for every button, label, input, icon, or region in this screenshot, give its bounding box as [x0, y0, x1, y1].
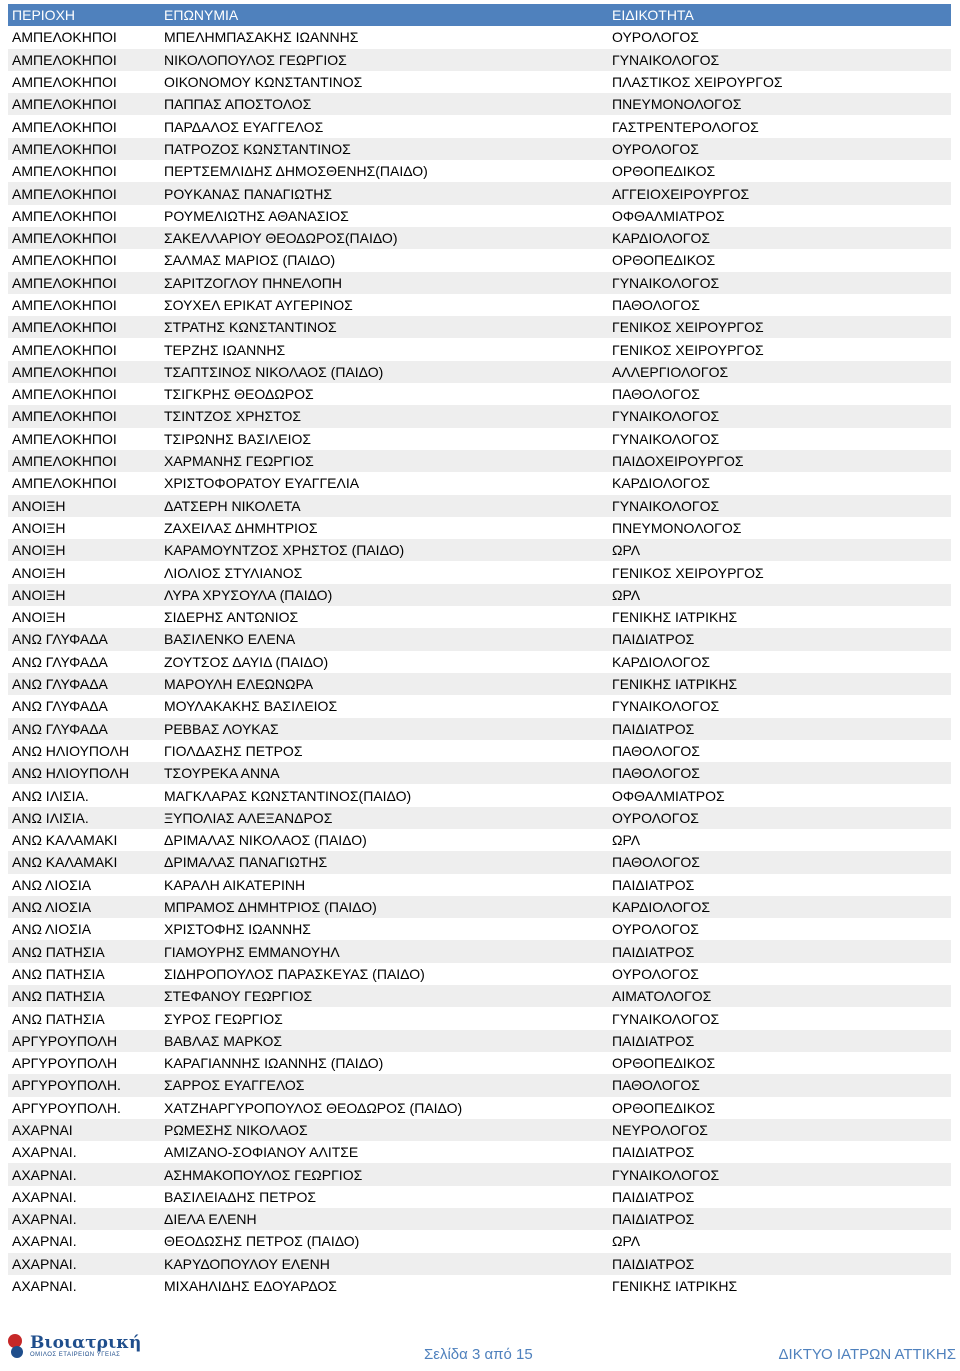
cell-area: ΑΜΠΕΛΟΚΗΠΟΙ: [12, 386, 117, 403]
table-row: [8, 874, 951, 896]
company-logo: [6, 1330, 141, 1362]
cell-specialty: ΠΑΙΔΙΑΤΡΟΣ: [612, 1211, 695, 1228]
cell-name: ΒΑΣΙΛΕΙΑΔΗΣ ΠΕΤΡΟΣ: [164, 1188, 317, 1205]
table-row: [8, 472, 951, 494]
cell-area: ΑΝΟΙΞΗ: [12, 542, 66, 559]
table-row: [8, 428, 951, 450]
cell-area: ΑΧΑΡΝΑΙ.: [12, 1166, 77, 1183]
cell-specialty: ΠΑΘΟΛΟΓΟΣ: [612, 297, 700, 313]
cell-name: ΤΣΙΡΩΝΗΣ ΒΑΣΙΛΕΙΟΣ: [164, 430, 312, 447]
cell-specialty: ΠΑΘΟΛΟΓΟΣ: [612, 386, 700, 403]
cell-area: ΑΜΠΕΛΟΚΗΠΟΙ: [12, 140, 117, 157]
table-row: [8, 718, 951, 740]
cell-specialty: ΠΑΙΔΙΑΤΡΟΣ: [612, 1032, 695, 1049]
table-row: [8, 49, 951, 71]
cell-area: ΑΝΩ ΛΙΟΣΙΑ: [12, 876, 92, 893]
cell-specialty: ΓΕΝΙΚΟΣ ΧΕΙΡΟΥΡΓΟΣ: [612, 564, 764, 581]
cell-name: ΤΣΙΓΚΡΗΣ ΘΕΟΔΩΡΟΣ: [164, 386, 314, 403]
cell-specialty: ΚΑΡΔΙΟΛΟΓΟΣ: [612, 899, 711, 916]
cell-specialty: ΚΑΡΔΙΟΛΟΓΟΣ: [612, 475, 711, 492]
cell-specialty: ΟΦΘΑΛΜΙΑΤΡΟΣ: [612, 787, 725, 804]
cell-specialty: ΑΙΜΑΤΟΛΟΓΟΣ: [612, 988, 712, 1005]
cell-specialty: ΓΕΝΙΚΟΣ ΧΕΙΡΟΥΡΓΟΣ: [612, 341, 764, 358]
table-header: [8, 4, 951, 26]
cell-specialty: ΠΑΙΔΟΧΕΙΡΟΥΡΓΟΣ: [612, 453, 744, 470]
cell-area: ΑΧΑΡΝΑΙ.: [12, 1211, 77, 1228]
cell-specialty: ΚΑΡΔΙΟΛΟΓΟΣ: [612, 653, 711, 670]
cell-name: ΛΙΟΛΙΟΣ ΣΤΥΛΙΑΝΟΣ: [164, 564, 303, 581]
cell-specialty: ΓΥΝΑΙΚΟΛΟΓΟΣ: [612, 430, 720, 447]
table-row: [8, 940, 951, 962]
cell-area: ΑΝΩ ΙΛΙΣΙΑ.: [12, 787, 89, 804]
cell-area: ΑΜΠΕΛΟΚΗΠΟΙ: [12, 430, 117, 447]
cell-specialty: ΟΡΘΟΠΕΔΙΚΟΣ: [612, 252, 716, 269]
table-row: [8, 673, 951, 695]
table-row: [8, 495, 951, 517]
cell-area: ΑΝΩ ΓΛΥΦΑΔΑ: [12, 720, 108, 737]
cell-area: ΑΧΑΡΝΑΙ.: [12, 1144, 77, 1161]
cell-name: ΔΙΕΛΑ ΕΛΕΝΗ: [164, 1211, 257, 1228]
cell-area: ΑΜΠΕΛΟΚΗΠΟΙ: [12, 252, 117, 269]
table-row: [8, 26, 951, 48]
cell-area: ΑΝΩ ΓΛΥΦΑΔΑ: [12, 631, 108, 648]
cell-name: ΔΡΙΜΑΛΑΣ ΝΙΚΟΛΑΟΣ (ΠΑΙΔΟ): [164, 832, 367, 849]
table-row: [8, 450, 951, 472]
cell-name: ΜΑΓΚΛΑΡΑΣ ΚΩΝΣΤΑΝΤΙΝΟΣ(ΠΑΙΔΟ): [164, 787, 412, 804]
cell-name: ΜΠΕΛΗΜΠΑΣΑΚΗΣ ΙΩΑΝΝΗΣ: [164, 29, 359, 46]
table-row: [8, 205, 951, 227]
cell-specialty: ΠΝΕΥΜΟΝΟΛΟΓΟΣ: [612, 96, 742, 113]
cell-name: ΠΑΡΔΑΛΟΣ ΕΥΑΓΓΕΛΟΣ: [164, 118, 324, 135]
table-row: [8, 1208, 951, 1230]
cell-specialty: ΓΕΝΙΚΗΣ ΙΑΤΡΙΚΗΣ: [612, 609, 738, 626]
cell-name: ΜΠΡΑΜΟΣ ΔΗΜΗΤΡΙΟΣ (ΠΑΙΔΟ): [164, 899, 377, 916]
cell-area: ΑΜΠΕΛΟΚΗΠΟΙ: [12, 118, 117, 135]
table-row: [8, 227, 951, 249]
table-row: [8, 115, 951, 137]
cell-name: ΡΕΒΒΑΣ ΛΟΥΚΑΣ: [164, 720, 279, 737]
cell-name: ΚΑΡΑΛΗ ΑΙΚΑΤΕΡΙΝΗ: [164, 876, 306, 893]
cell-specialty: ΓΥΝΑΙΚΟΛΟΓΟΣ: [612, 1166, 720, 1183]
cell-name: ΣΟΥΧΕΛ ΕΡΙΚΑΤ ΑΥΓΕΡΙΝΟΣ: [164, 297, 353, 313]
cell-area: ΑΝΩ ΛΙΟΣΙΑ: [12, 899, 92, 916]
table-row: [8, 1186, 951, 1208]
table-row: [8, 138, 951, 160]
cell-name: ΓΙΑΜΟΥΡΗΣ ΕΜΜΑΝΟΥΗΛ: [164, 943, 340, 960]
cell-name: ΟΙΚΟΝΟΜΟΥ ΚΩΝΣΤΑΝΤΙΝΟΣ: [164, 74, 363, 91]
cell-name: ΧΡΙΣΤΟΦΟΡΑΤΟΥ ΕΥΑΓΓΕΛΙΑ: [164, 475, 360, 492]
logo-mark-icon: [6, 1330, 26, 1362]
cell-area: ΑΜΠΕΛΟΚΗΠΟΙ: [12, 319, 117, 336]
cell-specialty: ΠΑΘΟΛΟΓΟΣ: [612, 765, 700, 782]
table-row: [8, 249, 951, 271]
table-row: [8, 584, 951, 606]
cell-name: ΝΙΚΟΛΟΠΟΥΛΟΣ ΓΕΩΡΓΙΟΣ: [164, 51, 347, 68]
cell-area: ΑΝΟΙΞΗ: [12, 586, 66, 603]
cell-name: ΠΕΡΤΣΕΜΛΙΔΗΣ ΔΗΜΟΣΘΕΝΗΣ(ΠΑΙΔΟ): [164, 163, 428, 180]
cell-specialty: ΑΓΓΕΙΟΧΕΙΡΟΥΡΓΟΣ: [612, 185, 750, 202]
cell-area: ΑΡΓΥΡΟΥΠΟΛΗ.: [12, 1099, 121, 1116]
cell-area: ΑΝΩ ΠΑΤΗΣΙΑ: [12, 988, 105, 1005]
cell-area: ΑΝΟΙΞΗ: [12, 564, 66, 581]
cell-specialty: ΟΡΘΟΠΕΔΙΚΟΣ: [612, 1055, 716, 1072]
table-row: [8, 316, 951, 338]
cell-name: ΧΑΤΖΗΑΡΓΥΡΟΠΟΥΛΟΣ ΘΕΟΔΩΡΟΣ (ΠΑΙΔΟ): [164, 1099, 463, 1116]
cell-specialty: ΠΑΙΔΙΑΤΡΟΣ: [612, 876, 695, 893]
table-row: [8, 896, 951, 918]
cell-area: ΑΜΠΕΛΟΚΗΠΟΙ: [12, 185, 117, 202]
cell-name: ΑΣΗΜΑΚΟΠΟΥΛΟΣ ΓΕΩΡΓΙΟΣ: [164, 1166, 363, 1183]
cell-specialty: ΟΦΘΑΛΜΙΑΤΡΟΣ: [612, 207, 725, 224]
cell-area: ΑΧΑΡΝΑΙ.: [12, 1188, 77, 1205]
cell-specialty: ΓΥΝΑΙΚΟΛΟΓΟΣ: [612, 497, 720, 514]
table-row: [8, 1230, 951, 1252]
cell-area: ΑΝΩ ΠΑΤΗΣΙΑ: [12, 1010, 105, 1027]
cell-name: ΤΣΑΠΤΣΙΝΟΣ ΝΙΚΟΛΑΟΣ (ΠΑΙΔΟ): [164, 363, 384, 380]
cell-name: ΚΑΡΥΔΟΠΟΥΛΟΥ ΕΛΕΝΗ: [164, 1255, 330, 1272]
cell-name: ΓΙΟΛΔΑΣΗΣ ΠΕΤΡΟΣ: [164, 742, 303, 759]
cell-specialty: ΓΕΝΙΚΗΣ ΙΑΤΡΙΚΗΣ: [612, 1278, 738, 1295]
page-footer: [0, 1322, 960, 1371]
cell-specialty: ΠΑΘΟΛΟΓΟΣ: [612, 1077, 700, 1094]
cell-specialty: ΟΥΡΟΛΟΓΟΣ: [612, 29, 699, 46]
cell-area: ΑΜΠΕΛΟΚΗΠΟΙ: [12, 96, 117, 113]
cell-area: ΑΝΩ ΓΛΥΦΑΔΑ: [12, 676, 108, 693]
cell-area: ΑΝΩ ΠΑΤΗΣΙΑ: [12, 943, 105, 960]
table-row: [8, 695, 951, 717]
table-row: [8, 807, 951, 829]
table-row: [8, 1163, 951, 1185]
table-row: [8, 606, 951, 628]
cell-name: ΣΑΚΕΛΛΑΡΙΟΥ ΘΕΟΔΩΡΟΣ(ΠΑΙΔΟ): [164, 230, 398, 247]
table-row: [8, 93, 951, 115]
cell-area: ΑΜΠΕΛΟΚΗΠΟΙ: [12, 207, 117, 224]
cell-area: ΑΜΠΕΛΟΚΗΠΟΙ: [12, 363, 117, 380]
cell-area: ΑΝΩ ΗΛΙΟΥΠΟΛΗ: [12, 765, 130, 782]
cell-name: ΣΙΔΗΡΟΠΟΥΛΟΣ ΠΑΡΑΣΚΕΥΑΣ (ΠΑΙΔΟ): [164, 965, 425, 982]
table-body: [8, 26, 951, 1297]
cell-area: ΑΜΠΕΛΟΚΗΠΟΙ: [12, 274, 117, 291]
table-row: [8, 851, 951, 873]
cell-name: ΞΥΠΟΛΙΑΣ ΑΛΕΞΑΝΔΡΟΣ: [164, 809, 333, 826]
cell-specialty: ΠΑΙΔΙΑΤΡΟΣ: [612, 1255, 695, 1272]
cell-name: ΔΡΙΜΑΛΑΣ ΠΑΝΑΓΙΩΤΗΣ: [164, 854, 328, 871]
cell-specialty: ΩΡΛ: [612, 832, 641, 849]
cell-specialty: ΟΥΡΟΛΟΓΟΣ: [612, 809, 699, 826]
cell-specialty: ΠΑΙΔΙΑΤΡΟΣ: [612, 1188, 695, 1205]
table-row: [8, 517, 951, 539]
cell-name: ΣΥΡΟΣ ΓΕΩΡΓΙΟΣ: [164, 1010, 283, 1027]
cell-name: ΡΩΜΕΣΗΣ ΝΙΚΟΛΑΟΣ: [164, 1121, 308, 1138]
cell-area: ΑΜΠΕΛΟΚΗΠΟΙ: [12, 230, 117, 247]
cell-name: ΡΟΥΚΑΝΑΣ ΠΑΝΑΓΙΩΤΗΣ: [164, 185, 333, 202]
table-row: [8, 383, 951, 405]
cell-area: ΑΜΠΕΛΟΚΗΠΟΙ: [12, 51, 117, 68]
cell-specialty: ΠΛΑΣΤΙΚΟΣ ΧΕΙΡΟΥΡΓΟΣ: [612, 74, 783, 91]
table-row: [8, 272, 951, 294]
cell-name: ΣΙΔΕΡΗΣ ΑΝΤΩΝΙΟΣ: [164, 609, 299, 626]
table-row: [8, 1119, 951, 1141]
header-specialty: ΕΙΔΙΚΟΤΗΤΑ: [612, 7, 694, 24]
cell-area: ΑΝΩ ΚΑΛΑΜΑΚΙ: [12, 832, 118, 849]
table-row: [8, 829, 951, 851]
cell-area: ΑΧΑΡΝΑΙ.: [12, 1278, 77, 1295]
cell-name: ΚΑΡΑΜΟΥΝΤΖΟΣ ΧΡΗΣΤΟΣ (ΠΑΙΔΟ): [164, 542, 405, 559]
cell-specialty: ΓΥΝΑΙΚΟΛΟΓΟΣ: [612, 698, 720, 715]
cell-specialty: ΩΡΛ: [612, 586, 641, 603]
cell-name: ΜΙΧΑΗΛΙΔΗΣ ΕΔΟΥΑΡΔΟΣ: [164, 1278, 337, 1295]
cell-name: ΒΑΣΙΛΕΝΚΟ ΕΛΕΝΑ: [164, 631, 296, 648]
table-row: [8, 405, 951, 427]
cell-specialty: ΠΑΙΔΙΑΤΡΟΣ: [612, 1144, 695, 1161]
cell-area: ΑΝΩ ΠΑΤΗΣΙΑ: [12, 965, 105, 982]
cell-name: ΠΑΠΠΑΣ ΑΠΟΣΤΟΛΟΣ: [164, 96, 312, 113]
table-row: [8, 561, 951, 583]
cell-name: ΣΤΕΦΑΝΟΥ ΓΕΩΡΓΙΟΣ: [164, 988, 313, 1005]
cell-name: ΣΤΡΑΤΗΣ ΚΩΝΣΤΑΝΤΙΝΟΣ: [164, 319, 337, 336]
cell-area: ΑΝΩ ΗΛΙΟΥΠΟΛΗ: [12, 742, 130, 759]
table-row: [8, 338, 951, 360]
table-row: [8, 651, 951, 673]
cell-specialty: ΓΥΝΑΙΚΟΛΟΓΟΣ: [612, 51, 720, 68]
logo-tagline: ΟΜΙΛΟΣ ΕΤΑΙΡΕΙΩΝ ΥΓΕΙΑΣ: [30, 1352, 121, 1358]
cell-area: ΑΡΓΥΡΟΥΠΟΛΗ: [12, 1055, 118, 1072]
cell-area: ΑΝΩ ΚΑΛΑΜΑΚΙ: [12, 854, 118, 871]
table-row: [8, 160, 951, 182]
cell-name: ΣΑΛΜΑΣ ΜΑΡΙΟΣ (ΠΑΙΔΟ): [164, 252, 336, 269]
cell-area: ΑΜΠΕΛΟΚΗΠΟΙ: [12, 163, 117, 180]
cell-area: ΑΜΠΕΛΟΚΗΠΟΙ: [12, 297, 117, 313]
network-title: ΔΙΚΤΥΟ ΙΑΤΡΩΝ ΑΤΤΙΚΗΣ: [778, 1346, 956, 1363]
cell-specialty: ΚΑΡΔΙΟΛΟΓΟΣ: [612, 230, 711, 247]
cell-name: ΘΕΟΔΩΣΗΣ ΠΕΤΡΟΣ (ΠΑΙΔΟ): [164, 1233, 360, 1250]
cell-specialty: ΠΝΕΥΜΟΝΟΛΟΓΟΣ: [612, 519, 742, 536]
cell-area: ΑΜΠΕΛΟΚΗΠΟΙ: [12, 29, 117, 46]
cell-area: ΑΝΩ ΓΛΥΦΑΔΑ: [12, 698, 108, 715]
cell-name: ΣΑΡΙΤΖΟΓΛΟΥ ΠΗΝΕΛΟΠΗ: [164, 274, 342, 291]
cell-area: ΑΝΩ ΙΛΙΣΙΑ.: [12, 809, 89, 826]
table-row: [8, 1030, 951, 1052]
cell-specialty: ΟΥΡΟΛΟΓΟΣ: [612, 965, 699, 982]
cell-name: ΜΟΥΛΑΚΑΚΗΣ ΒΑΣΙΛΕΙΟΣ: [164, 698, 338, 715]
cell-specialty: ΟΥΡΟΛΟΓΟΣ: [612, 140, 699, 157]
cell-name: ΧΡΙΣΤΟΦΗΣ ΙΩΑΝΝΗΣ: [164, 921, 311, 938]
cell-name: ΤΕΡΖΗΣ ΙΩΑΝΝΗΣ: [164, 341, 286, 358]
cell-area: ΑΝΩ ΛΙΟΣΙΑ: [12, 921, 92, 938]
cell-area: ΑΜΠΕΛΟΚΗΠΟΙ: [12, 408, 117, 425]
cell-name: ΣΑΡΡΟΣ ΕΥΑΓΓΕΛΟΣ: [164, 1077, 305, 1094]
cell-specialty: ΑΛΛΕΡΓΙΟΛΟΓΟΣ: [612, 363, 729, 380]
cell-specialty: ΠΑΘΟΛΟΓΟΣ: [612, 742, 700, 759]
table-row: [8, 762, 951, 784]
cell-name: ΑΜΙΖΑΝΟ-ΣΟΦΙΑΝΟΥ ΑΛΙΤΣΕ: [164, 1144, 359, 1161]
cell-specialty: ΩΡΛ: [612, 1233, 641, 1250]
cell-specialty: ΓΥΝΑΙΚΟΛΟΓΟΣ: [612, 274, 720, 291]
header-area: ΠΕΡΙΟΧΗ: [12, 7, 76, 24]
cell-area: ΑΝΟΙΞΗ: [12, 519, 66, 536]
cell-name: ΒΑΒΛΑΣ ΜΑΡΚΟΣ: [164, 1032, 283, 1049]
table-row: [8, 918, 951, 940]
table-row: [8, 985, 951, 1007]
cell-name: ΧΑΡΜΑΝΗΣ ΓΕΩΡΓΙΟΣ: [164, 453, 314, 470]
cell-specialty: ΟΥΡΟΛΟΓΟΣ: [612, 921, 699, 938]
cell-area: ΑΜΠΕΛΟΚΗΠΟΙ: [12, 74, 117, 91]
cell-specialty: ΓΥΝΑΙΚΟΛΟΓΟΣ: [612, 1010, 720, 1027]
table-row: [8, 539, 951, 561]
cell-specialty: ΝΕΥΡΟΛΟΓΟΣ: [612, 1121, 708, 1138]
cell-area: ΑΜΠΕΛΟΚΗΠΟΙ: [12, 341, 117, 358]
page-number: Σελίδα 3 από 15: [424, 1346, 533, 1363]
cell-specialty: ΟΡΘΟΠΕΔΙΚΟΣ: [612, 1099, 716, 1116]
cell-name: ΤΣΙΝΤΖΟΣ ΧΡΗΣΤΟΣ: [164, 408, 302, 425]
doctors-table: [8, 4, 951, 1297]
cell-specialty: ΠΑΙΔΙΑΤΡΟΣ: [612, 720, 695, 737]
cell-area: ΑΧΑΡΝΑΙ.: [12, 1233, 77, 1250]
cell-name: ΚΑΡΑΓΙΑΝΝΗΣ ΙΩΑΝΝΗΣ (ΠΑΙΔΟ): [164, 1055, 384, 1072]
table-row: [8, 784, 951, 806]
table-row: [8, 1141, 951, 1163]
table-row: [8, 1052, 951, 1074]
cell-name: ΠΑΤΡΟΖΟΣ ΚΩΝΣΤΑΝΤΙΝΟΣ: [164, 140, 351, 157]
cell-specialty: ΠΑΙΔΙΑΤΡΟΣ: [612, 943, 695, 960]
cell-area: ΑΧΑΡΝΑΙ.: [12, 1255, 77, 1272]
cell-name: ΡΟΥΜΕΛΙΩΤΗΣ ΑΘΑΝΑΣΙΟΣ: [164, 207, 349, 224]
cell-specialty: ΠΑΘΟΛΟΓΟΣ: [612, 854, 700, 871]
table-row: [8, 1253, 951, 1275]
header-name: ΕΠΩΝΥΜΙΑ: [164, 7, 239, 24]
cell-name: ΔΑΤΣΕΡΗ ΝΙΚΟΛΕΤΑ: [164, 497, 301, 514]
table-row: [8, 361, 951, 383]
cell-area: ΑΧΑΡΝΑΙ: [12, 1121, 73, 1138]
cell-area: ΑΡΓΥΡΟΥΠΟΛΗ.: [12, 1077, 121, 1094]
cell-name: ΖΟΥΤΣΟΣ ΔΑΥΙΔ (ΠΑΙΔΟ): [164, 653, 329, 670]
cell-specialty: ΓΕΝΙΚΟΣ ΧΕΙΡΟΥΡΓΟΣ: [612, 319, 764, 336]
cell-specialty: ΓΕΝΙΚΗΣ ΙΑΤΡΙΚΗΣ: [612, 676, 738, 693]
table-row: [8, 182, 951, 204]
table-row: [8, 1097, 951, 1119]
cell-name: ΤΣΟΥΡΕΚΑ ΑΝΝΑ: [164, 765, 280, 782]
cell-area: ΑΝΩ ΓΛΥΦΑΔΑ: [12, 653, 108, 670]
cell-name: ΜΑΡΟΥΛΗ ΕΛΕΩΝΩΡΑ: [164, 676, 314, 693]
cell-area: ΑΡΓΥΡΟΥΠΟΛΗ: [12, 1032, 118, 1049]
cell-specialty: ΓΥΝΑΙΚΟΛΟΓΟΣ: [612, 408, 720, 425]
table-row: [8, 628, 951, 650]
table-row: [8, 963, 951, 985]
table-row: [8, 1074, 951, 1096]
table-row: [8, 1007, 951, 1029]
cell-area: ΑΜΠΕΛΟΚΗΠΟΙ: [12, 453, 117, 470]
cell-area: ΑΝΟΙΞΗ: [12, 609, 66, 626]
cell-name: ΖΑΧΕΙΛΑΣ ΔΗΜΗΤΡΙΟΣ: [164, 519, 318, 536]
cell-area: ΑΜΠΕΛΟΚΗΠΟΙ: [12, 475, 117, 492]
cell-area: ΑΝΟΙΞΗ: [12, 497, 66, 514]
table-row: [8, 71, 951, 93]
cell-specialty: ΓΑΣΤΡΕΝΤΕΡΟΛΟΓΟΣ: [612, 118, 759, 135]
cell-name: ΛΥΡΑ ΧΡΥΣΟΥΛΑ (ΠΑΙΔΟ): [164, 586, 333, 603]
cell-specialty: ΠΑΙΔΙΑΤΡΟΣ: [612, 631, 695, 648]
cell-specialty: ΩΡΛ: [612, 542, 641, 559]
cell-specialty: ΟΡΘΟΠΕΔΙΚΟΣ: [612, 163, 716, 180]
table-row: [8, 740, 951, 762]
logo-name: Βιοιατρική: [30, 1333, 142, 1353]
table-row: [8, 1275, 951, 1297]
table-row: [8, 294, 951, 316]
